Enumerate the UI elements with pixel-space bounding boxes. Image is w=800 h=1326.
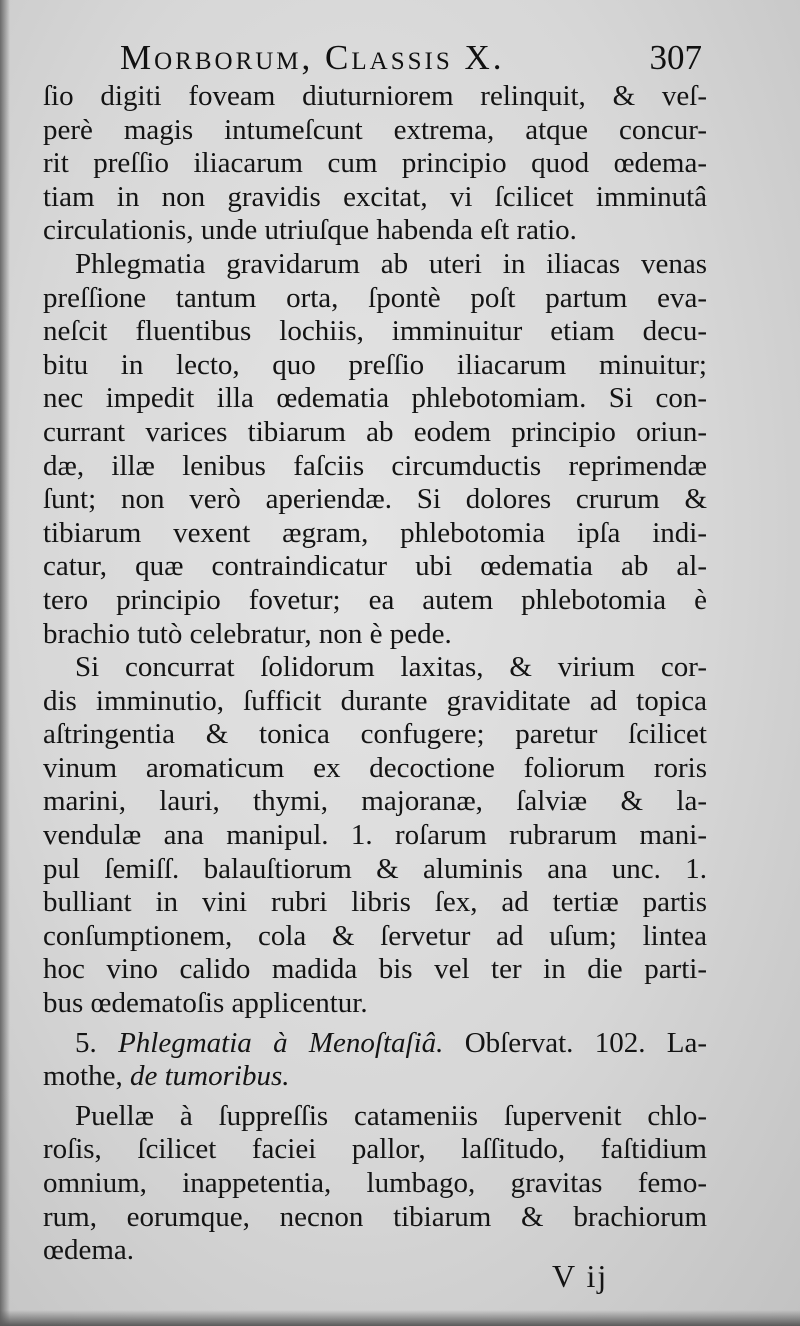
paragraph-3: [43, 651, 707, 1021]
section-number: 5.: [75, 1026, 97, 1059]
running-head: Morborum, Classis X.: [120, 38, 505, 77]
text-line: bitu in lecto, quo preſſio iliacarum minuitur;: [43, 348, 707, 381]
text-line: vinum aromaticum ex decoctione foliorum roris: [43, 751, 707, 784]
text-line: tiam in non gravidis excitat, vi ſcilicet imminutâ: [43, 180, 707, 213]
text-line: Puellæ à ſuppreſſis catameniis ſupervenit chlo-: [75, 1099, 707, 1132]
observation-reference: Obſervat. 102. La-: [464, 1026, 708, 1059]
paragraph-1: [43, 80, 707, 248]
text-line: neſcit fluentibus lochiis, imminuitur etiam decu-: [43, 315, 707, 348]
text-line: Si concurrat ſolidorum laxitas, & virium cor-: [75, 651, 707, 684]
text-line: currant varices tibiarum ab eodem principio oriun-: [43, 415, 707, 448]
page-edge-shadow: [0, 0, 10, 1326]
text-line: preſſione tantum orta, ſpontè poſt partum eva-: [43, 281, 707, 314]
text-line: catur, quæ contraindicatur ubi œdematia ab al-: [43, 550, 707, 583]
text-line: roſis, ſcilicet faciei pallor, laſſitudo, faſtidium: [43, 1133, 707, 1166]
text-line: ſio digiti foveam diuturniorem relinquit, & veſ-: [43, 80, 707, 112]
text-line: rit preſſio iliacarum cum principio quod œdema-: [43, 147, 707, 180]
text-line: dæ, illæ lenibus faſciis circumductis reprimendæ: [43, 449, 707, 482]
text-line: conſumptionem, cola & ſervetur ad uſum; lintea: [43, 919, 707, 952]
text-line: bus œdematoſis applicentur.: [43, 987, 368, 1020]
section-heading-line: [43, 1027, 707, 1061]
text-line: tibiarum vexent ægram, phlebotomia ipſa indi-: [43, 516, 707, 549]
author-name: mothe,: [43, 1060, 123, 1093]
text-line: pul ſemiſſ. balauſtiorum & aluminis ana unc. 1.: [43, 852, 707, 885]
text-line: dis imminutio, ſufficit durante graviditate ad topica: [43, 684, 707, 717]
signature-mark: V ij: [552, 1258, 609, 1294]
section-title: Phlegmatia à Menoſtaſiâ.: [118, 1026, 444, 1059]
work-title: de tumoribus.: [130, 1060, 290, 1093]
text-line: circulationis, unde utriuſque habenda eſt ratio.: [43, 214, 577, 247]
text-line: œdema.: [43, 1234, 134, 1267]
paragraph-2: [43, 248, 707, 651]
text-line: tero principio fovetur; ea autem phlebotomia è: [43, 583, 707, 616]
text-line: aſtringentia & tonica confugere; paretur ſcilicet: [43, 718, 707, 751]
text-line: perè magis intumeſcunt extrema, atque concur-: [43, 113, 707, 146]
text-line: vendulæ ana manipul. 1. roſarum rubrarum mani-: [43, 819, 707, 852]
paragraph-5: [43, 1100, 707, 1268]
page-number: 307: [649, 38, 702, 77]
text-line: bulliant in vini rubri libris ſex, ad tertiæ partis: [43, 886, 707, 919]
text-line: hoc vino calido madida bis vel ter in die parti-: [43, 953, 707, 986]
text-line: ſunt; non verò aperiendæ. Si dolores crurum &: [43, 483, 707, 516]
page-bottom-shadow: [0, 1310, 800, 1326]
text-line: nec impedit illa œdematia phlebotomiam. Si con-: [43, 382, 707, 415]
text-line: Phlegmatia gravidarum ab uteri in iliacas venas: [75, 247, 707, 280]
text-line: omnium, inappetentia, lumbago, gravitas femo-: [43, 1167, 707, 1199]
text-line: rum, eorumque, necnon tibiarum & brachiorum: [43, 1200, 707, 1233]
text-line: brachio tutò celebratur, non è pede.: [43, 617, 452, 650]
text-line: marini, lauri, thymi, majoranæ, ſalviæ & la-: [43, 785, 707, 818]
section-heading-line: [43, 1060, 707, 1094]
section-heading: [43, 1027, 707, 1094]
body-text: [43, 80, 707, 1268]
